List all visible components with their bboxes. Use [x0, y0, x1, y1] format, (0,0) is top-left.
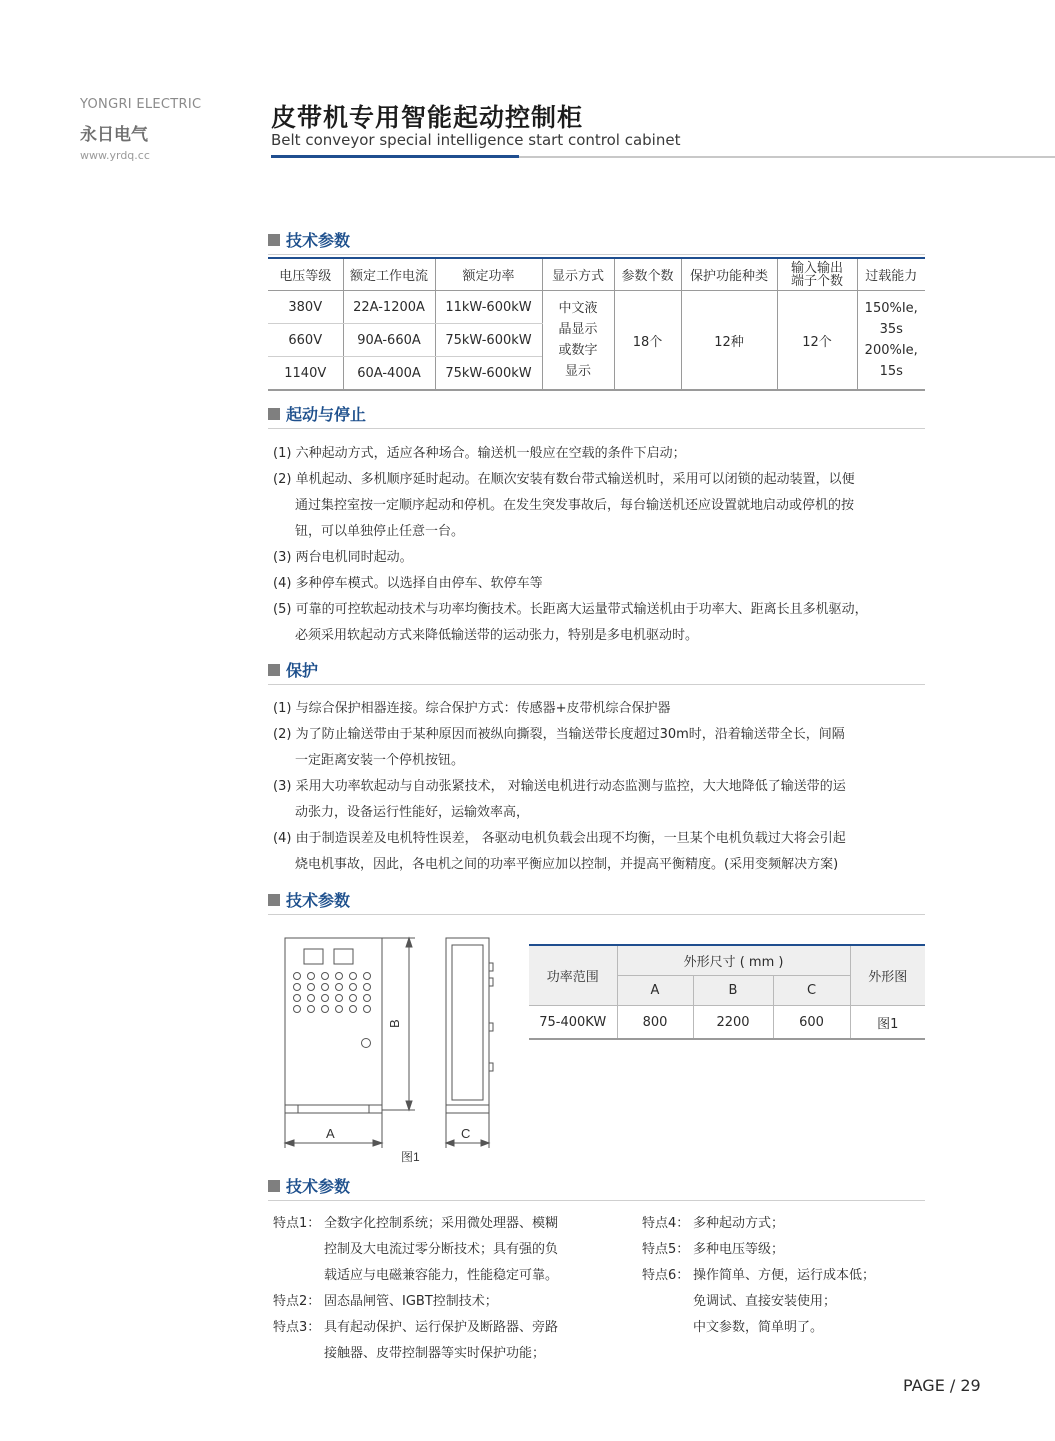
indicator-lights [294, 973, 371, 1013]
brand-chinese: 永日电气 [80, 125, 148, 145]
section-header-dimensions [268, 888, 925, 915]
cell-voltage: 380V [268, 291, 343, 324]
section-header-start-stop [268, 402, 925, 429]
section-title: 保护 [286, 661, 319, 680]
brand-english: YONGRI ELECTRIC [80, 97, 202, 112]
table-header-figure: 外形图 [850, 945, 925, 1006]
table-header-b: B [693, 976, 773, 1006]
table-row [268, 291, 925, 324]
dimension-c-label: C [461, 1126, 471, 1141]
square-bullet-icon [268, 664, 280, 676]
list-item-continuation: 一定距离安装一个停机按钮。 [295, 753, 465, 768]
list-item-continuation: 烧电机事故，因此，各电机之间的功率平衡应加以控制，并提高平衡精度。(采用变频解决方案) [295, 857, 839, 872]
list-item-continuation: 动张力，设备运行性能好，运输效率高， [295, 805, 530, 820]
features-left-column [273, 1211, 558, 1367]
section-header-protection [268, 658, 925, 685]
title-underline [519, 156, 1055, 158]
feature-continuation: 载适应与电磁兼容能力，性能稳定可靠。 [324, 1268, 559, 1283]
feature-continuation: 接触器、皮带控制器等实时保护功能； [324, 1346, 546, 1361]
cell-voltage: 660V [268, 324, 343, 357]
dimension-b-label: B [387, 1019, 402, 1028]
parameter-table [268, 257, 925, 391]
cell-power: 75kW-600kW [435, 324, 542, 357]
cell-param-count: 18个 [614, 291, 681, 391]
dimension-a-label: A [326, 1126, 335, 1141]
table-header-c: C [773, 976, 850, 1006]
square-bullet-icon [268, 1180, 280, 1192]
section-header-features [268, 1174, 925, 1201]
feature-item: 特点6： 操作简单、方便，运行成本低； [642, 1268, 876, 1283]
list-item: (2) 为了防止输送带由于某种原因而被纵向撕裂，当输送带长度超过30m时，沿着输送带全长，间隔 [273, 727, 845, 742]
square-bullet-icon [268, 234, 280, 246]
section-title: 起动与停止 [286, 405, 367, 424]
section-title: 技术参数 [286, 891, 351, 910]
page-title: 皮带机专用智能起动控制柜 [271, 103, 584, 132]
table-header-row [268, 258, 925, 291]
cell-overload: 150%Ie, 35s 200%Ie, 15s [857, 291, 925, 391]
table-header: 额定工作电流 [343, 258, 435, 291]
section-title: 技术参数 [286, 1177, 351, 1196]
list-item-continuation: 钮，可以单独停止任意一台。 [295, 524, 465, 539]
list-item: (4) 多种停车模式。以选择自由停车、软停车等 [273, 576, 543, 591]
cell-power: 11kW-600kW [435, 291, 542, 324]
list-item: (4) 由于制造误差及电机特性误差， 各驱动电机负载会出现不均衡，一旦某个电机负载过大将会引起 [273, 831, 846, 846]
cell-current: 90A-660A [343, 324, 435, 357]
list-item: (5) 可靠的可控软起动技术与功率均衡技术。长距离大运量带式输送机由于功率大、距离长且多机驱动， [273, 602, 868, 617]
table-header: 参数个数 [614, 258, 681, 291]
feature-item: 特点2： 固态晶闸管、IGBT控制技术； [273, 1294, 498, 1309]
square-bullet-icon [268, 408, 280, 420]
cell-power: 75kW-600kW [435, 357, 542, 391]
table-header-power: 功率范围 [529, 945, 617, 1006]
table-header-row [529, 945, 925, 976]
table-header-io [777, 258, 857, 291]
page-number: PAGE / 29 [903, 1376, 981, 1395]
page-subtitle: Belt conveyor special intelligence start control cabinet [271, 131, 681, 149]
features-right-column [642, 1211, 875, 1341]
list-item: (3) 两台电机同时起动。 [273, 550, 413, 565]
cell-b: 2200 [693, 1006, 773, 1040]
section-title: 技术参数 [286, 231, 351, 250]
brand-url: www.yrdq.cc [80, 149, 150, 162]
cell-c: 600 [773, 1006, 850, 1040]
table-header-line: 端子个数 [790, 273, 843, 289]
cell-a: 800 [617, 1006, 693, 1040]
cell-display-mode: 中文液 晶显示 或数字 显示 [542, 291, 614, 391]
section-header-tech-params [268, 228, 925, 255]
list-item: (3) 采用大功率软起动与自动张紧技术， 对输送电机进行动态监测与监控，大大地降低了输送带的运 [273, 779, 846, 794]
table-row [529, 1006, 925, 1040]
protection-list [273, 696, 928, 878]
cabinet-front-view [285, 938, 382, 1113]
title-underline-accent [271, 155, 519, 158]
table-header: 额定功率 [435, 258, 542, 291]
list-item: (1) 与综合保护相器连接。综合保护方式：传感器+皮带机综合保护器 [273, 701, 671, 716]
square-bullet-icon [268, 894, 280, 906]
list-item: (2) 单机起动、多机顺序延时起动。在顺次安装有数台带式输送机时，采用可以闭锁的起动装置，以便 [273, 472, 855, 487]
dimension-table [529, 944, 925, 1040]
cell-current: 22A-1200A [343, 291, 435, 324]
table-header-dims: 外形尺寸 ( mm ) [617, 945, 850, 976]
feature-item: 特点3： 具有起动保护、运行保护及断路器、旁路 [273, 1320, 559, 1335]
feature-continuation: 控制及大电流过零分断技术；具有强的负 [324, 1242, 559, 1257]
table-header-a: A [617, 976, 693, 1006]
list-item-continuation: 必须采用软起动方式来降低输送带的运动张力，特别是多电机驱动时。 [295, 628, 699, 643]
feature-continuation: 免调试、直接安装使用； [693, 1294, 837, 1309]
cell-protection-types: 12种 [681, 291, 777, 391]
feature-item: 特点1： 全数字化控制系统；采用微处理器、模糊 [273, 1216, 559, 1231]
table-header: 保护功能种类 [681, 258, 777, 291]
feature-continuation: 中文参数，简单明了。 [693, 1320, 824, 1335]
feature-item: 特点5： 多种电压等级； [642, 1242, 785, 1257]
cell-power-range: 75-400KW [529, 1006, 617, 1040]
feature-item: 特点4： 多种起动方式； [642, 1216, 785, 1231]
cell-voltage: 1140V [268, 357, 343, 391]
cabinet-side-view [446, 938, 493, 1113]
cell-current: 60A-400A [343, 357, 435, 391]
table-header: 显示方式 [542, 258, 614, 291]
list-item: (1) 六种起动方式，适应各种场合。输送机一般应在空载的条件下启动； [273, 446, 686, 461]
cell-figure: 图1 [850, 1006, 925, 1040]
cabinet-outline-drawing [278, 933, 503, 1168]
table-header-line: 输入输出 [790, 260, 843, 276]
cell-io-count: 12个 [777, 291, 857, 391]
table-header: 电压等级 [268, 258, 343, 291]
figure-caption: 图1 [401, 1150, 420, 1164]
list-item-continuation: 通过集控室按一定顺序起动和停机。在发生突发事故后，每台输送机还应设置就地启动或停机的按 [295, 498, 855, 513]
start-stop-list [273, 441, 928, 649]
table-header: 过载能力 [857, 258, 925, 291]
